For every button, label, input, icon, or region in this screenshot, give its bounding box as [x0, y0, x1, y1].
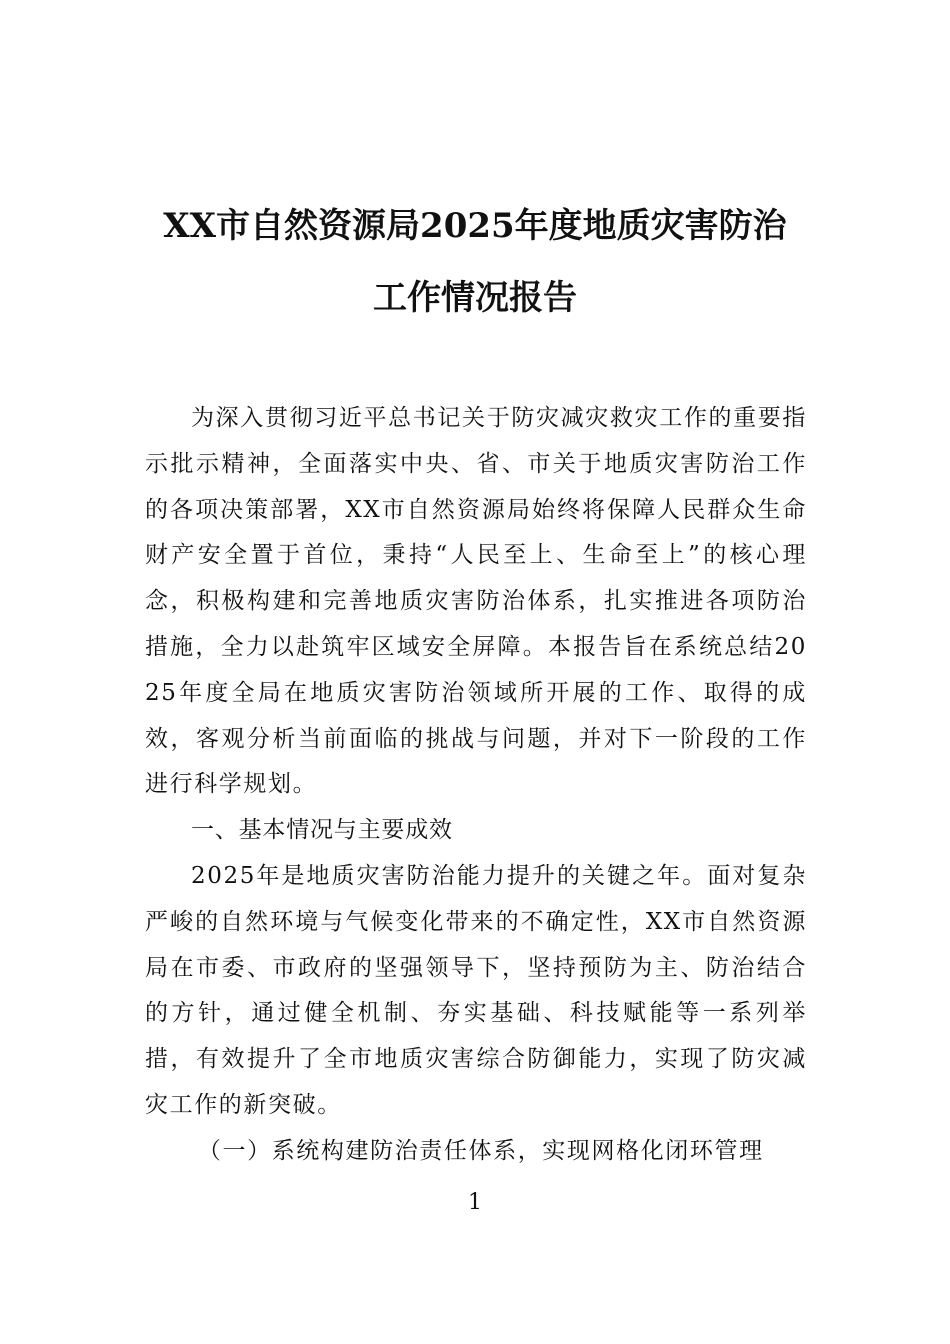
intro-paragraph: 为深入贯彻习近平总书记关于防灾减灾救灾工作的重要指示批示精神，全面落实中央、省、市关于地质灾害防治工作的各项决策部署，XX市自然资源局始终将保障人民群众生命财产安全置于首位，秉持“人民至上、生命至上”的核心理念，积极构建和完善地质灾害防治体系，扎实推进各项防治措施，全力以赴筑牢区域安全屏障。本报告旨在系统总结2025年度全局在地质灾害防治领域所开展的工作、取得的成效，客观分析当前面临的挑战与问题，并对下一阶段的工作进行科学规划。: [145, 405, 807, 798]
section-1-paragraph: 2025年是地质灾害防治能力提升的关键之年。面对复杂严峻的自然环境与气候变化带来的不确定性，XX市自然资源局在市委、市政府的坚强领导下，坚持预防为主、防治结合的方针，通过健全机制、夯实基础、科技赋能等一系列举措，有效提升了全市地质灾害综合防御能力，实现了防灾减灾工作的新突破。: [145, 862, 807, 1118]
section-1-heading: 一、基本情况与主要成效: [191, 817, 453, 844]
title-line-2: 工作情况报告: [373, 278, 577, 318]
title-line-1: XX市自然资源局2025年度地质灾害防治: [163, 206, 787, 246]
document-title: [120, 190, 830, 334]
page-number: 1: [468, 1190, 482, 1215]
subsection-1-heading: （一）系统构建防治责任体系，实现网格化闭环管理: [197, 1137, 764, 1164]
document-body: [145, 396, 807, 1175]
